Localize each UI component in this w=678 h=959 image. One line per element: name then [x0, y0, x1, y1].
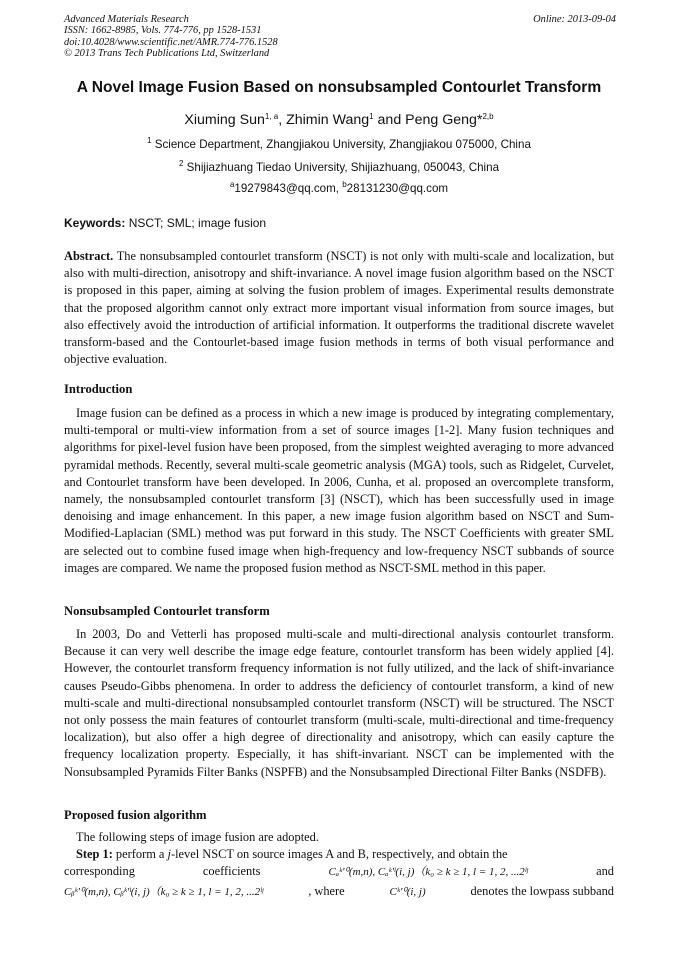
step-1-text-b: -level NSCT on source images A and B, respectively, and obtain the — [170, 847, 508, 862]
abstract-text: The nonsubsampled contourlet transform (NSCT) is not only with multi-scale and localization, but also with multi-direction, anisotropy and shift-invariance. A novel image fusion algorithm based on the NSCT is proposed in this paper, aiming at solving the fusion problem of images. Experimental results demonstrate that the proposed algorithm cannot only extract more important visual information from source images, but also effectively avoid the introduction of artificial information. It outperforms the traditional discrete wavelet transform-based and the Contourlet-based image fusion methods in terms of both visual performance and objective evaluation. — [64, 249, 614, 367]
affiliation-2-num: 2 — [178, 159, 184, 168]
where-word: , where — [308, 884, 345, 899]
doi-line: doi:10.4028/www.scientific.net/AMR.774-776.1528 — [64, 36, 278, 48]
paper-title: A Novel Image Fusion Based on nonsubsampled Contourlet Transform — [76, 79, 602, 96]
step-1-j: j — [167, 847, 171, 862]
and-word: and — [596, 864, 614, 879]
email-b-sup: b — [342, 180, 347, 189]
nsct-heading: Nonsubsampled Contourlet transform — [64, 604, 270, 618]
corresponding-word: corresponding — [64, 864, 135, 879]
equation-b: Cᵦᵏʹ⁰(m,n), Cᵦᵏʹˡ(i, j)（k₀ ≥ k ≥ 1, l = 1, 2, ...2ˡʲ — [64, 886, 264, 899]
affiliation-1-text: Science Department, Zhangjiakou University, Zhangjiakou 075000, China — [151, 138, 531, 151]
online-date: Online: 2013-09-04 — [533, 14, 616, 25]
lowpass-text: denotes the lowpass subband — [470, 884, 614, 899]
equation-c: Cᵏʹ⁰(i, j) — [389, 886, 426, 899]
abstract-paragraph — [64, 248, 614, 368]
introduction-paragraph — [64, 405, 614, 577]
introduction-text: Image fusion can be defined as a process in which a new image is produced by integrating complementary, multi-temporal or multi-view information from a set of source images [1-2]. Many fusion techniques and algorithms for pixel-level fusion have been proposed, from the simplest weighted averaging to more advanced pyramidal methods. Recently, several multi-scale geometric analysis (MGA) tools, such as Ridgelet, Curvelet, and Contourlet transform have been developed. In 2006, Cunha, et al. proposed an overcomplete transform, namely, the nonsubsampled contourlet transform [3] (NSCT), which has been successfully used in image denoising and image enhancement. In this paper, a new image fusion algorithm based on NSCT and Sum-Modified-Laplacian (SML) method was put forward in this study. The NSCT Coefficients with greater SML are selected out to combine fused image when high-frequency and low-frequency NSCT subbands of source images are compared. We name the proposed fusion method as NSCT-SML method in this paper. — [64, 406, 614, 575]
equation-a: Cₐᵏʹ⁰(m,n), Cₐᵏʹˡ(i, j)（k₀ ≥ k ≥ 1, l = 1, 2, ...2ˡʲ — [328, 866, 529, 879]
step-1-line — [64, 846, 614, 863]
author-3: and Peng Geng* — [373, 112, 483, 128]
step-1-text-a: perform a — [112, 847, 168, 862]
keywords-label: Keywords: — [64, 216, 126, 230]
author-1: Xiuming Sun — [184, 112, 265, 128]
journal-header — [64, 14, 616, 60]
step-1-label: Step 1: — [76, 847, 113, 862]
email-line — [0, 182, 678, 195]
journal-name: Advanced Materials Research — [64, 14, 189, 25]
coefficients-line — [64, 863, 614, 883]
nsct-paragraph — [64, 626, 614, 781]
affiliation-2-text: Shijiazhuang Tiedao University, Shijiazhuang, 050043, China — [183, 161, 500, 174]
issn-line: ISSN: 1662-8985, Vols. 774-776, pp 1528-1531 — [64, 25, 262, 37]
keywords-line — [64, 216, 266, 230]
abstract-label: Abstract. — [64, 249, 114, 263]
keywords-text: NSCT; SML; image fusion — [125, 216, 267, 230]
email-1: 19279843@qq.com, — [234, 182, 343, 195]
affiliation-1 — [0, 138, 678, 151]
author-2: , Zhimin Wang — [278, 112, 370, 128]
affiliation-2 — [0, 161, 678, 174]
coefficients-word: coefficients — [202, 864, 261, 879]
email-2: 28131230@qq.com — [346, 182, 449, 195]
email-a-sup: a — [229, 180, 235, 189]
nsct-text: In 2003, Do and Vetterli has proposed multi-scale and multi-directional analysis contourlet transform. Because it can very well describe the image edge feature, contourlet transform has been widely applied [4]. However, the contourlet transform frequency information is not fully utilized, and the lack of shift-invariance causes Pseudo-Gibbs phenomena. In order to address the deficiency of contourlet transform, a kind of new multi-scale and multi-directional nonsubsampled contourlet transform (NSCT) will be structured. The NSCT not only possess the main features of contourlet transform (multi-scale, multi-directional and time-frequency localization), but also offer a high degree of directionality and anisotropy, which can easily capture the frequency localization property. Especially, it has shift-invariant. NSCT can be implemented with the Nonsubsampled Pyramids Filter Banks (NSPFB) and the Nonsubsampled Directional Filter Banks (NSDFB). — [64, 627, 614, 779]
coefficients-line-2 — [64, 883, 614, 903]
proposed-paragraph — [64, 829, 614, 903]
affiliation-1-num: 1 — [147, 136, 152, 145]
introduction-heading: Introduction — [64, 382, 133, 396]
copyright-line: © 2013 Trans Tech Publications Ltd, Switzerland — [64, 48, 270, 60]
author-3-sup: 2,b — [482, 112, 494, 121]
author-line — [0, 112, 678, 128]
proposed-heading: Proposed fusion algorithm — [64, 808, 207, 822]
author-1-sup: 1, a — [264, 112, 279, 121]
author-2-sup: 1 — [369, 112, 374, 121]
proposed-intro: The following steps of image fusion are adopted. — [76, 830, 319, 844]
